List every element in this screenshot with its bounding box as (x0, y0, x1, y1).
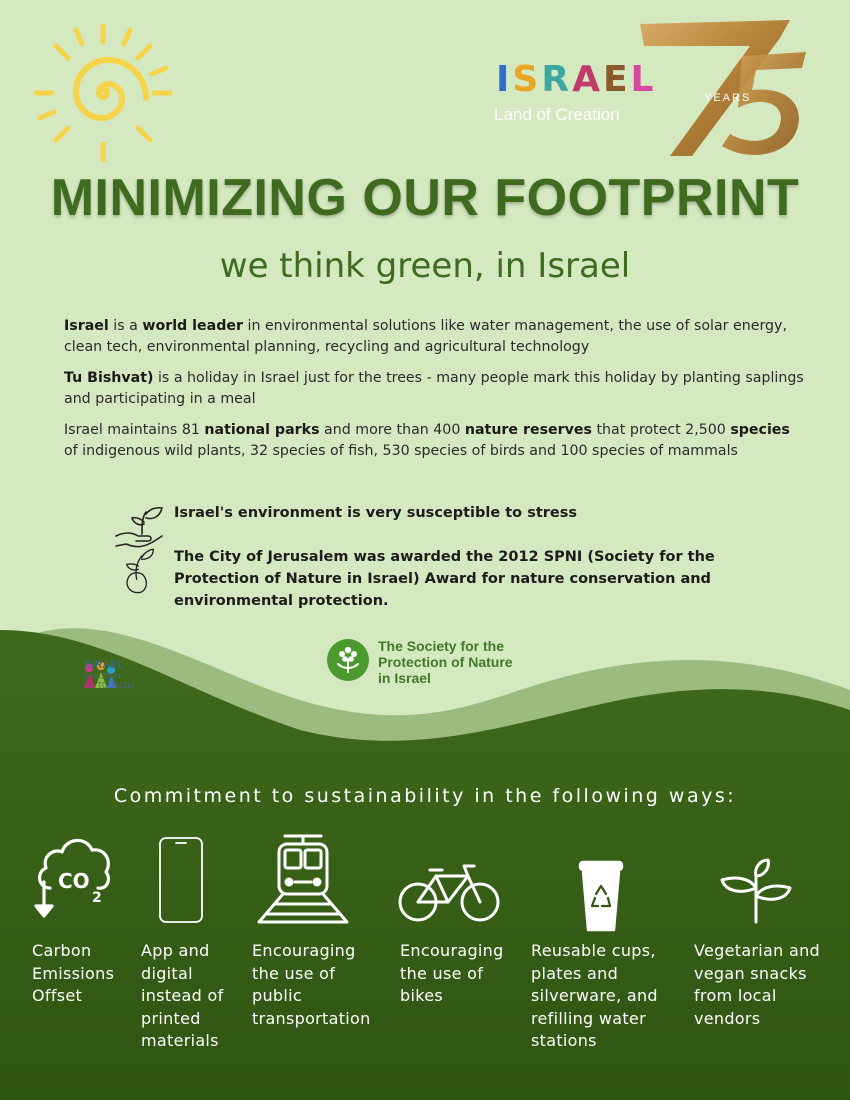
way-label-transport: Encouraging the use of public transportation (252, 941, 371, 1028)
fact-item (112, 502, 792, 552)
page-title: MINIMIZING OUR FOOTPRINT (50, 169, 800, 227)
paragraph-tu-bishvat: Tu Bishvat) is a holiday in Israel just for the trees - many people mark this holiday by planting saplings and participating in a meal (64, 370, 804, 407)
israel-75-logo (492, 12, 812, 162)
page-subtitle: we think green, in Israel (219, 246, 631, 286)
sprout-icon (112, 546, 168, 596)
seedling-icon (718, 858, 794, 924)
brand-letter: E (602, 59, 629, 100)
brand-letter: I (496, 59, 511, 100)
hand-plant-icon (112, 502, 168, 552)
brand-letter: L (630, 59, 655, 100)
way-label-vegetarian: Vegetarian and vegan snacks from local vendors (694, 941, 820, 1028)
bicycle-icon (398, 862, 500, 924)
body-text (64, 316, 804, 472)
ministry-subtitle: MINISTRY OF TOURISM (84, 672, 134, 690)
ministry-title: ISRAEL (84, 659, 125, 671)
spni-logo-icon (326, 638, 370, 682)
co2-cloud-icon (32, 830, 116, 922)
way-label-reusable: Reusable cups, plates and silverware, and refilling water stations (531, 941, 658, 1050)
svg-text:CO: CO (58, 869, 90, 893)
way-label-bikes: Encouraging the use of bikes (400, 941, 504, 1005)
way-label-app: App and digital instead of printed materials (141, 941, 224, 1050)
seventy-five-icon (630, 16, 810, 162)
spni-name: The Society for the Protection of Nature in Israel (378, 638, 513, 686)
brand-wordmark (496, 59, 655, 100)
brand-subtitle: Land of Creation (494, 105, 620, 124)
brand-letter: S (512, 59, 540, 100)
fact-text: The City of Jerusalem was awarded the 2012 SPNI (Society for the Protection of Nature in Israel) Award for nature conservation and environmental protection. (174, 549, 715, 609)
fact-item (112, 546, 792, 612)
paragraph-world-leader: Israel is a world leader in environmental solutions like water management, the use of solar energy, clean tech, environmental planning, recycling and agricultural technology (64, 318, 787, 355)
sun-icon (28, 18, 178, 168)
recycle-cup-icon (578, 858, 624, 932)
svg-text:2: 2 (92, 890, 102, 906)
commitment-heading: Commitment to sustainability in the following ways: (113, 785, 737, 807)
paragraph-national-parks: Israel maintains 81 national parks and more than 400 nature reserves that protect 2,500 species of indigenous wild plants, 32 species of fish, 530 species of birds and 100 species of mammals (64, 422, 790, 459)
brand-letter: A (572, 59, 601, 100)
brand-letter: R (541, 59, 571, 100)
train-icon (255, 832, 351, 926)
smartphone-icon (158, 836, 204, 924)
way-label-carbon: Carbon Emissions Offset (32, 941, 115, 1005)
fact-text: Israel's environment is very susceptible to stress (174, 505, 578, 521)
brand-years: YEARS (704, 92, 752, 104)
